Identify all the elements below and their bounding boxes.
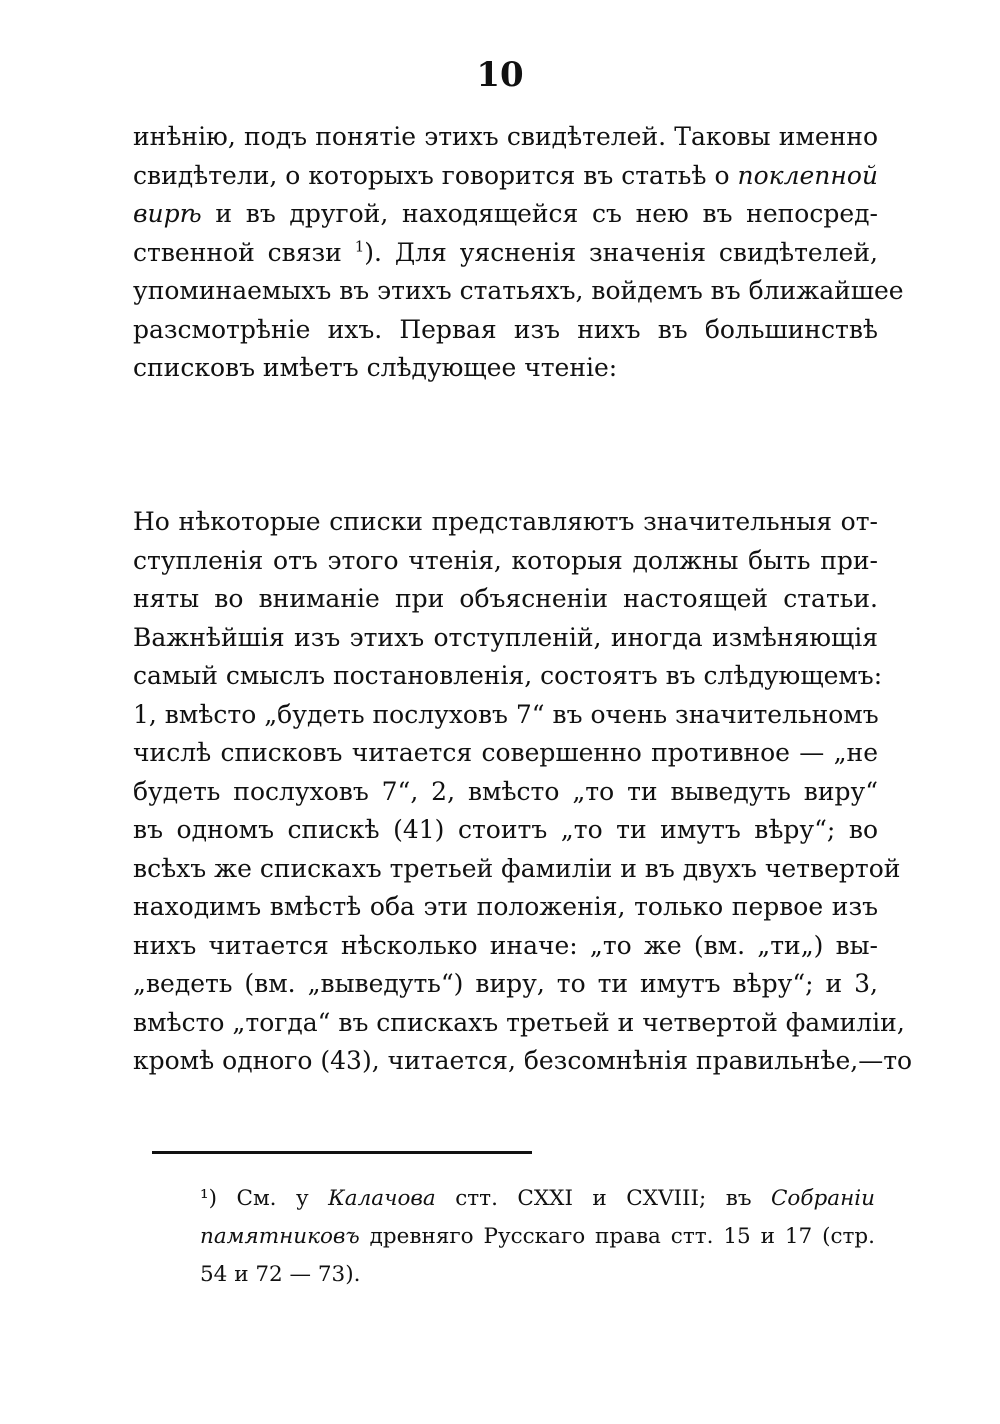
text-line: вмѣсто „тогда“ въ спискахъ третьей и четвертой фамиліи, bbox=[133, 1007, 905, 1037]
text-line: Но нѣкоторые списки представляютъ значительныя от- bbox=[133, 507, 878, 536]
footnote-line bbox=[200, 1218, 875, 1256]
footnote bbox=[200, 1180, 875, 1294]
text-fragment: ственной связи bbox=[133, 237, 342, 267]
text-fragment: стт. CXXI и CXVIII; въ bbox=[455, 1186, 752, 1211]
text-line: ступленія отъ этого чтенія, которыя должны быть при- bbox=[133, 545, 878, 575]
text-line: разсмотрѣніе ихъ. Первая изъ нихъ въ большинствѣ bbox=[133, 314, 878, 344]
italic-term: Калачова bbox=[328, 1186, 436, 1211]
quote-line bbox=[133, 426, 878, 465]
italic-term: поклепной bbox=[737, 160, 878, 190]
text-line: числѣ списковъ читается совершенно противное — „не bbox=[133, 738, 878, 767]
text-line: всѣхъ же спискахъ третьей фамиліи и въ двухъ четвертой bbox=[133, 853, 901, 883]
italic-term: вирѣ bbox=[133, 199, 202, 228]
text-line bbox=[133, 195, 878, 234]
quotation bbox=[133, 388, 878, 504]
text-line: нихъ читается нѣсколько иначе: „то же (вм. „ти„) вы- bbox=[133, 930, 878, 960]
quote-line bbox=[133, 465, 878, 504]
text-line: будеть послуховъ 7“, 2, вмѣсто „то ти выведуть виру“ bbox=[133, 776, 878, 806]
main-text bbox=[133, 118, 913, 1081]
footnote-marker: ¹) bbox=[200, 1186, 218, 1211]
text-fragment: свидѣтели, о которыхъ говорится въ статьѣ о bbox=[133, 160, 730, 190]
text-line: въ одномъ спискѣ (41) стоитъ „то ти имутъ вѣру“; во bbox=[133, 815, 878, 844]
page-number: 10 bbox=[476, 55, 524, 95]
text-line: самый смыслъ постановленія, состоятъ въ слѣдующемъ: bbox=[133, 661, 883, 690]
text-line bbox=[133, 157, 878, 196]
italic-term: Собраніи bbox=[770, 1186, 875, 1211]
text-line: Важнѣйшія изъ этихъ отступленій, иногда измѣняющія bbox=[133, 622, 878, 652]
quote-line bbox=[133, 388, 878, 427]
footnote-reference: 1 bbox=[354, 237, 365, 256]
text-line bbox=[133, 234, 878, 273]
text-line: находимъ вмѣстѣ оба эти положенія, только первое изъ bbox=[133, 892, 878, 921]
text-fragment: См. у bbox=[236, 1186, 309, 1211]
footnote-line bbox=[200, 1180, 875, 1218]
text-line: „ведеть (вм. „выведуть“) виру, то ти имутъ вѣру“; и 3, bbox=[133, 969, 878, 998]
text-fragment: ). Для уясненія значенія свидѣтелей, bbox=[364, 237, 878, 267]
footnote-divider bbox=[152, 1151, 532, 1154]
text-line: 1, вмѣсто „будеть послуховъ 7“ въ очень значительномъ bbox=[133, 699, 879, 729]
footnote-line: 54 и 72 — 73). bbox=[200, 1262, 361, 1287]
text-fragment: древняго Русскаго права стт. 15 и 17 (стр. bbox=[369, 1224, 875, 1249]
italic-term: памятниковъ bbox=[200, 1224, 360, 1249]
text-line: упоминаемыхъ въ этихъ статьяхъ, войдемъ въ ближайшее bbox=[133, 276, 904, 305]
text-line: списковъ имѣетъ слѣдующее чтеніе: bbox=[133, 353, 618, 382]
text-line: няты во вниманіе при объясненіи настоящей статьи. bbox=[133, 584, 878, 613]
paragraph-2 bbox=[133, 503, 913, 1081]
paragraph-1 bbox=[133, 118, 904, 388]
text-line: инѣнію, подъ понятіе этихъ свидѣтелей. Таковы именно bbox=[133, 122, 878, 151]
text-line: кромѣ одного (43), читается, безсомнѣнія правильнѣе,—то bbox=[133, 1046, 913, 1075]
text-fragment: и въ другой, находящейся съ нею въ непосред- bbox=[215, 199, 878, 228]
